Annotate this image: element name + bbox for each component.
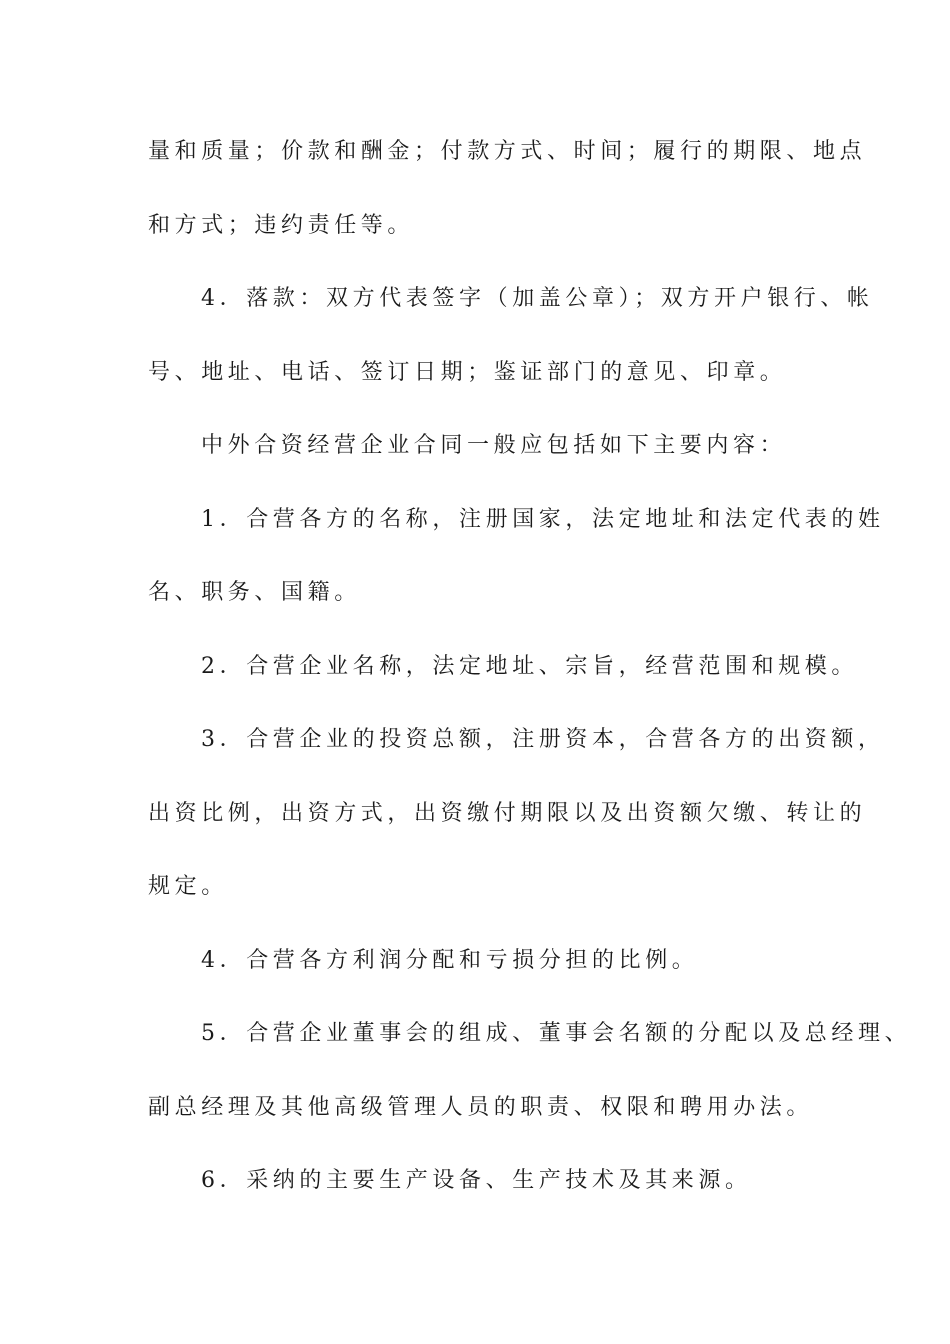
text-line: 4．落款：双方代表签字（加盖公章）；双方开户银行、帐 xyxy=(201,286,874,311)
text-line: 2．合营企业名称，法定地址、宗旨，经营范围和规模。 xyxy=(201,653,858,679)
text-line: 副总经理及其他高级管理人员的职责、权限和聘用办法。 xyxy=(148,1094,814,1120)
text-line: 号、地址、电话、签订日期；鉴证部门的意见、印章。 xyxy=(148,359,787,385)
text-line: 和方式；违约责任等。 xyxy=(148,212,415,238)
text-line: 量和质量；价款和酬金；付款方式、时间；履行的期限、地点 xyxy=(148,139,867,164)
text-line: 1．合营各方的名称，注册国家，法定地址和法定代表的姓 xyxy=(201,506,885,532)
text-line: 规定。 xyxy=(148,874,228,899)
text-line: 中外合资经营企业合同一般应包括如下主要内容： xyxy=(201,433,787,458)
text-line: 3．合营企业的投资总额，注册资本，合营各方的出资额， xyxy=(201,727,885,752)
text-line: 出资比例，出资方式，出资缴付期限以及出资额欠缴、转让的 xyxy=(148,800,867,826)
text-line: 名、职务、国籍。 xyxy=(148,580,361,605)
text-line: 6．采纳的主要生产设备、生产技术及其来源。 xyxy=(201,1168,752,1193)
text-line: 5．合营企业董事会的组成、董事会名额的分配以及总经理、 xyxy=(201,1021,912,1046)
document-body xyxy=(148,134,912,1237)
text-line: 4．合营各方利润分配和亏损分担的比例。 xyxy=(201,947,699,973)
